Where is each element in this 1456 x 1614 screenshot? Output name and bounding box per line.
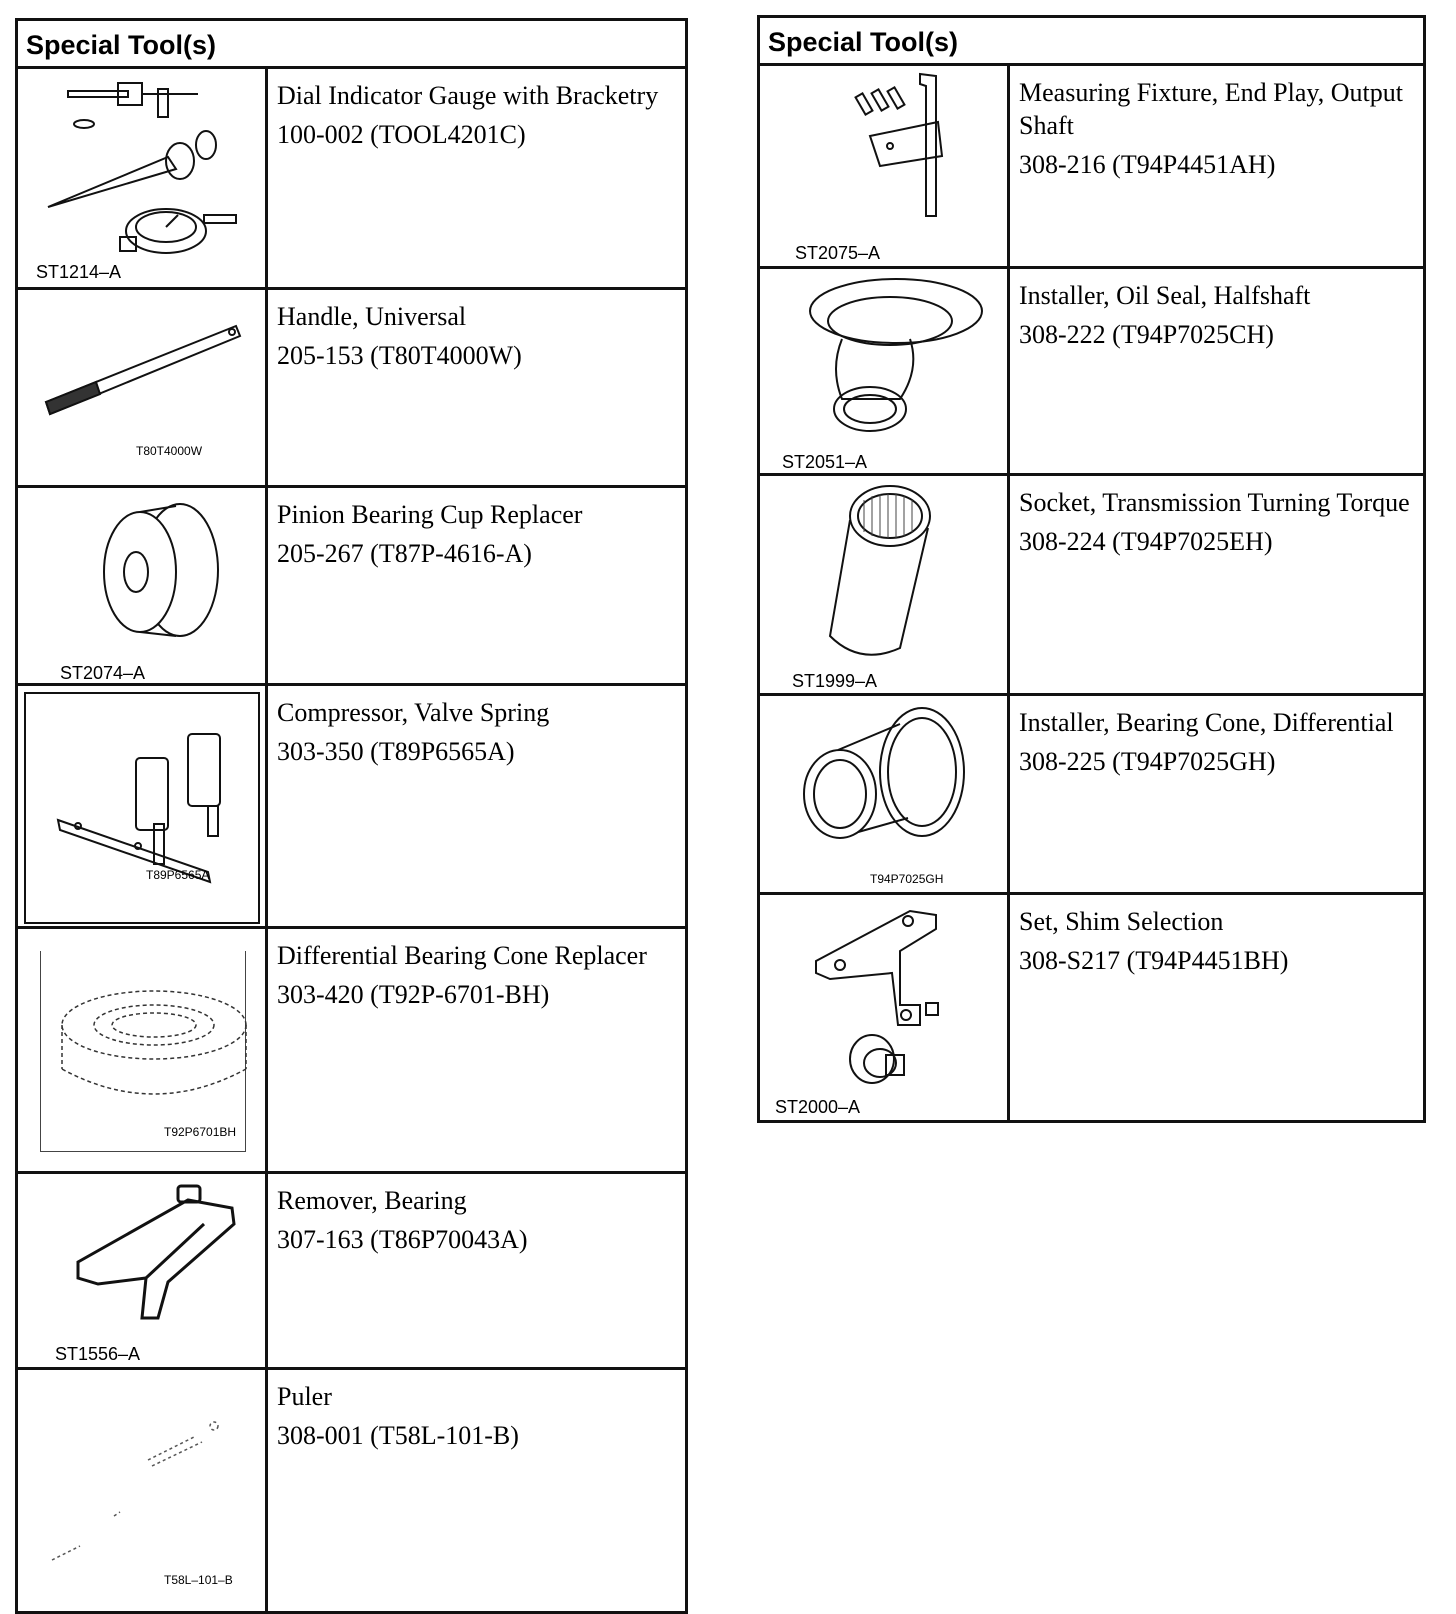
tool-part-number: 307-163 (T86P70043A) bbox=[277, 1225, 528, 1254]
tool-name: Measuring Fixture, End Play, Output Shaft bbox=[1019, 78, 1403, 140]
tool-description bbox=[268, 1174, 685, 1367]
table-row bbox=[760, 66, 1423, 269]
bearing-remover-icon bbox=[18, 1174, 265, 1367]
tool-illustration-cell bbox=[18, 929, 268, 1171]
table-row bbox=[18, 929, 685, 1174]
tool-description bbox=[268, 929, 685, 1171]
tool-caption: ST1214–A bbox=[36, 262, 122, 282]
tool-part-number: 308-225 (T94P7025GH) bbox=[1019, 747, 1276, 776]
cup-replacer-icon bbox=[18, 488, 265, 683]
table-row bbox=[760, 895, 1423, 1120]
tool-name: Dial Indicator Gauge with Bracketry bbox=[277, 81, 659, 110]
valve-spring-compressor-icon bbox=[18, 686, 265, 926]
table-row bbox=[18, 488, 685, 686]
table-row bbox=[760, 476, 1423, 696]
tool-description bbox=[1010, 476, 1423, 693]
tool-illustration-cell bbox=[760, 696, 1010, 892]
tool-illustration-cell bbox=[18, 686, 268, 926]
tool-illustration-cell bbox=[760, 269, 1010, 473]
tool-name: Socket, Transmission Turning Torque bbox=[1019, 488, 1410, 517]
tool-caption: T89P6565A bbox=[146, 868, 210, 882]
tool-illustration-cell bbox=[760, 66, 1010, 266]
tool-illustration-cell bbox=[760, 895, 1010, 1120]
tool-part-number: 308-S217 (T94P4451BH) bbox=[1019, 946, 1289, 975]
shim-set-icon bbox=[760, 895, 1007, 1117]
tool-illustration-cell bbox=[18, 69, 268, 287]
socket-icon bbox=[760, 476, 1007, 693]
tool-illustration-cell bbox=[18, 290, 268, 485]
tool-caption: ST2075–A bbox=[795, 243, 881, 263]
tool-description bbox=[268, 290, 685, 485]
tool-part-number: 308-216 (T94P4451AH) bbox=[1019, 150, 1276, 179]
tool-name: Compressor, Valve Spring bbox=[277, 698, 550, 727]
table-row bbox=[760, 269, 1423, 476]
tool-caption: T80T4000W bbox=[136, 444, 203, 458]
tool-caption: ST2051–A bbox=[782, 452, 868, 472]
table-row bbox=[18, 1370, 685, 1611]
tool-illustration-cell bbox=[760, 476, 1010, 693]
tool-part-number: 100-002 (TOOL4201C) bbox=[277, 120, 526, 149]
tool-caption: T58L–101–B bbox=[164, 1573, 233, 1587]
tool-name: Installer, Oil Seal, Halfshaft bbox=[1019, 281, 1311, 310]
tool-part-number: 308-224 (T94P7025EH) bbox=[1019, 527, 1273, 556]
tool-part-number: 303-420 (T92P-6701-BH) bbox=[277, 980, 550, 1009]
tool-part-number: 205-267 (T87P-4616-A) bbox=[277, 539, 532, 568]
tool-caption: ST2074–A bbox=[60, 663, 146, 683]
tool-name: Puler bbox=[277, 1382, 332, 1411]
tool-name: Differential Bearing Cone Replacer bbox=[277, 941, 647, 970]
tool-part-number: 205-153 (T80T4000W) bbox=[277, 341, 522, 370]
table-row bbox=[18, 290, 685, 488]
tool-description bbox=[268, 488, 685, 683]
tool-description bbox=[268, 1370, 685, 1611]
tool-description bbox=[1010, 66, 1423, 266]
tool-name: Set, Shim Selection bbox=[1019, 907, 1224, 936]
tool-name: Pinion Bearing Cup Replacer bbox=[277, 500, 583, 529]
tool-description bbox=[268, 69, 685, 287]
table-row bbox=[18, 1174, 685, 1370]
tool-part-number: 308-222 (T94P7025CH) bbox=[1019, 320, 1274, 349]
table-row bbox=[18, 69, 685, 290]
tool-illustration-cell bbox=[18, 488, 268, 683]
dial-indicator-icon bbox=[18, 69, 265, 287]
tool-caption: T92P6701BH bbox=[164, 1125, 237, 1139]
tool-description bbox=[1010, 696, 1423, 892]
tool-description bbox=[1010, 895, 1423, 1120]
tool-part-number: 308-001 (T58L-101-B) bbox=[277, 1421, 519, 1450]
tool-caption: ST1999–A bbox=[792, 671, 878, 691]
special-tools-table-right bbox=[757, 15, 1426, 1123]
measuring-fixture-icon bbox=[760, 66, 1007, 266]
tool-description bbox=[1010, 269, 1423, 473]
table-row bbox=[760, 696, 1423, 895]
table-row bbox=[18, 686, 685, 929]
tool-caption: ST2000–A bbox=[775, 1097, 861, 1117]
tool-part-number: 303-350 (T89P6565A) bbox=[277, 737, 515, 766]
oil-seal-installer-icon bbox=[760, 269, 1007, 473]
tool-caption: T94P7025GH bbox=[870, 872, 944, 886]
tool-illustration-cell bbox=[18, 1174, 268, 1367]
tool-name: Remover, Bearing bbox=[277, 1186, 467, 1215]
table-header: Special Tool(s) bbox=[760, 18, 1423, 66]
tool-description bbox=[268, 686, 685, 926]
tool-caption: ST1556–A bbox=[55, 1344, 141, 1364]
tool-illustration-cell bbox=[18, 1370, 268, 1611]
tool-name: Installer, Bearing Cone, Differential bbox=[1019, 708, 1394, 737]
table-header: Special Tool(s) bbox=[18, 21, 685, 69]
tool-name: Handle, Universal bbox=[277, 302, 467, 331]
special-tools-table-left bbox=[15, 18, 688, 1614]
bearing-cone-installer-icon bbox=[760, 696, 1007, 892]
